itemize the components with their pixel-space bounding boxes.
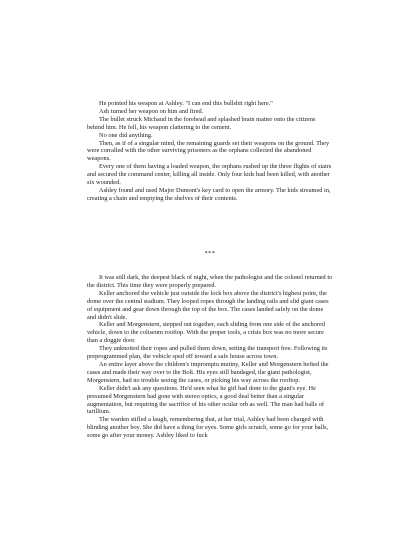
paragraph: Keller didn't ask any questions. He'd seen what he girl had done to the giant's eye. He presumed Morgenstern had gone with stereo optics, a good deal better than a singular augmentation, but requiring the sacrifice of his other ocular orb as well. The man had balls of tarillium. (87, 384, 324, 416)
paragraph: The bullet struck Michaud in the forehead and splashed brain matter onto the citizens behind him. He fell, his weapon clattering to the cement. (87, 115, 316, 131)
paragraph: No one did anything. (99, 131, 153, 139)
paragraph: An entire layer above the children's impromptu mutiny, Keller and Morgenstern hefted the cases and made their way over to the Bolt. His eyes still bandaged, the giant pathologist, Morgenstern, had no trouble seeing the cases, or picking his way across the rooftop. (87, 360, 329, 384)
paragraph: Keller anchored the vehicle just outside the lock box above the district's highest point, the dome over the central stadium. They looped ropes through the landing rails and slid giant cases of equipment and gear down through the top of the box. The cases landed safely on the dome and didn't slide. (87, 289, 329, 321)
section-separator: *** (204, 250, 216, 257)
paragraph: He pointed his weapon at Ashley. "I can end this bullshit right here." (99, 100, 273, 107)
section-two (87, 274, 333, 440)
paragraph: Then, as if of a singular mind, the remaining guards set their weapons on the ground. They were corralled with the other surviving prisoners as the orphans collected the abandoned weapons. (87, 139, 330, 163)
paragraph: Ashley found and used Major Dumont's key card to open the armory. The kids streamed in, creating a chain and emptying the shelves of their contents. (87, 186, 331, 202)
section-one (87, 100, 333, 203)
paragraph: It was still dark, the deepest black of night, when the pathologist and the colonel returned to the district. This time they were properly prepared. (87, 274, 333, 289)
paragraph: Keller and Morgenstern, stepped out together, each sliding from one side of the anchored vehicle, down to the coliseum rooftop. With the proper tools, a crisis box was no more secure than a doggie door. (87, 321, 325, 345)
paragraph: They unknotted their ropes and pulled them down, setting the transport free. Following its preprogrammed plan, the vehicle sped off toward a safe house across town. (87, 345, 328, 361)
paragraph: The warden stifled a laugh, remembering that, at her trial, Ashley had been charged with blinding another boy. She did have a thing for eyes. Some girls scratch, some go for your balls, some go after your money. Ashley liked to fuck (87, 416, 329, 440)
paragraph: Ash turned her weapon on him and fired. (99, 107, 204, 115)
paragraph: Every one of them having a loaded weapon, the orphans rushed up the three flights of stairs and secured the command center, killing all inside. Only four kids had been killed, with another six wounded. (87, 163, 332, 187)
